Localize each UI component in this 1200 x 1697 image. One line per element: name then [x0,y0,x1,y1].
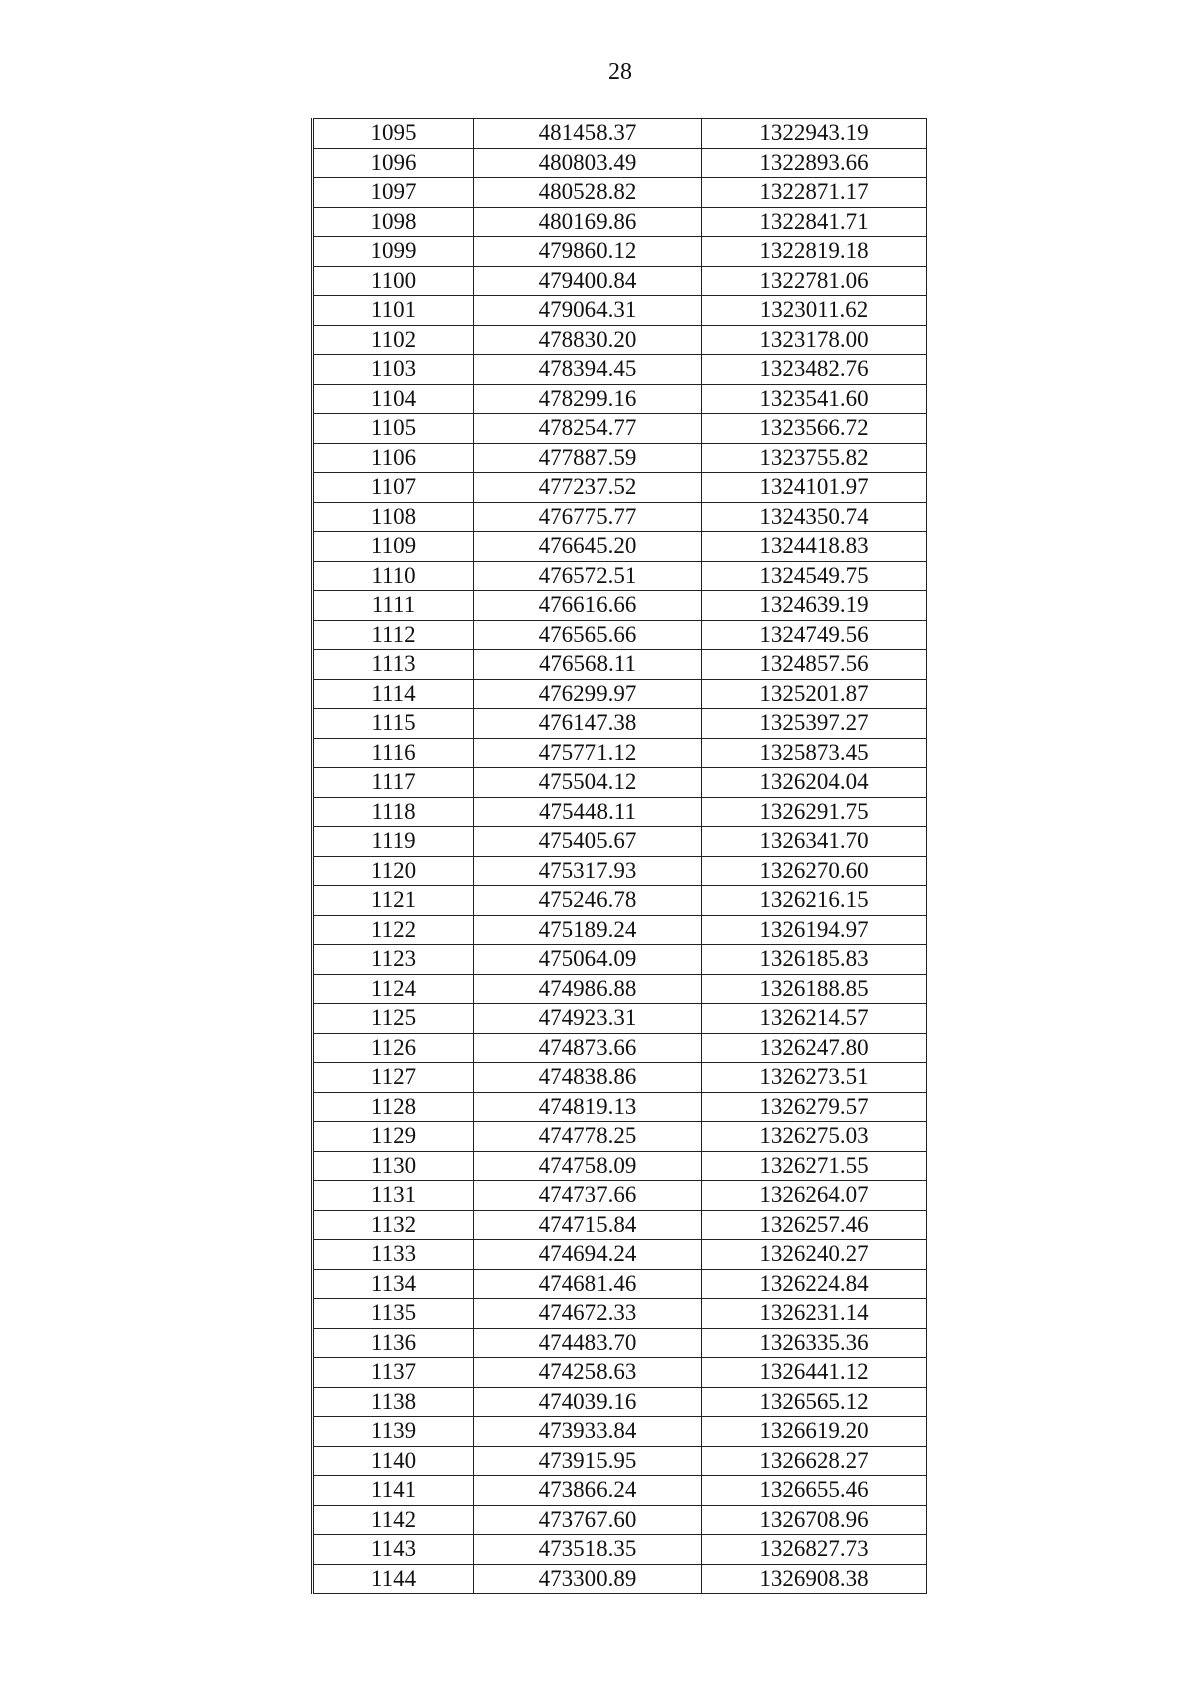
table-row [313,945,927,975]
y-coordinate-cell: 1326185.83 [702,945,927,975]
point-number-cell: 1108 [313,502,474,532]
x-coordinate-cell: 476565.66 [474,620,702,650]
table-row [313,207,927,237]
table-row [313,1358,927,1388]
y-coordinate-cell: 1324549.75 [702,561,927,591]
x-coordinate-cell: 474923.31 [474,1004,702,1034]
x-coordinate-cell: 474778.25 [474,1122,702,1152]
point-number-cell: 1134 [313,1269,474,1299]
table-row [313,1151,927,1181]
y-coordinate-cell: 1323011.62 [702,296,927,326]
x-coordinate-cell: 475504.12 [474,768,702,798]
table-row [313,532,927,562]
y-coordinate-cell: 1325873.45 [702,738,927,768]
y-coordinate-cell: 1326335.36 [702,1328,927,1358]
point-number-cell: 1113 [313,650,474,680]
x-coordinate-cell: 474672.33 [474,1299,702,1329]
table-row [313,1535,927,1565]
table-row [313,1387,927,1417]
x-coordinate-cell: 476775.77 [474,502,702,532]
table-row [313,414,927,444]
point-number-cell: 1137 [313,1358,474,1388]
y-coordinate-cell: 1326341.70 [702,827,927,857]
x-coordinate-cell: 480169.86 [474,207,702,237]
y-coordinate-cell: 1326279.57 [702,1092,927,1122]
table-row [313,591,927,621]
point-number-cell: 1123 [313,945,474,975]
point-number-cell: 1124 [313,974,474,1004]
x-coordinate-cell: 474873.66 [474,1033,702,1063]
y-coordinate-cell: 1326291.75 [702,797,927,827]
y-coordinate-cell: 1326619.20 [702,1417,927,1447]
y-coordinate-cell: 1326240.27 [702,1240,927,1270]
y-coordinate-cell: 1326655.46 [702,1476,927,1506]
table-row [313,1033,927,1063]
y-coordinate-cell: 1323541.60 [702,384,927,414]
point-number-cell: 1126 [313,1033,474,1063]
point-number-cell: 1141 [313,1476,474,1506]
x-coordinate-cell: 475317.93 [474,856,702,886]
point-number-cell: 1095 [313,119,474,149]
y-coordinate-cell: 1325397.27 [702,709,927,739]
point-number-cell: 1100 [313,266,474,296]
point-number-cell: 1111 [313,591,474,621]
table-row [313,355,927,385]
x-coordinate-cell: 478394.45 [474,355,702,385]
point-number-cell: 1120 [313,856,474,886]
y-coordinate-cell: 1325201.87 [702,679,927,709]
point-number-cell: 1139 [313,1417,474,1447]
table-row [313,1476,927,1506]
x-coordinate-cell: 474986.88 [474,974,702,1004]
point-number-cell: 1128 [313,1092,474,1122]
x-coordinate-cell: 474819.13 [474,1092,702,1122]
x-coordinate-cell: 476299.97 [474,679,702,709]
y-coordinate-cell: 1323178.00 [702,325,927,355]
table-body [313,119,927,1594]
table-row [313,679,927,709]
x-coordinate-cell: 474681.46 [474,1269,702,1299]
y-coordinate-cell: 1326216.15 [702,886,927,916]
y-coordinate-cell: 1326188.85 [702,974,927,1004]
page-number: 28 [608,59,632,85]
point-number-cell: 1117 [313,768,474,798]
table-row [313,266,927,296]
point-number-cell: 1119 [313,827,474,857]
y-coordinate-cell: 1326214.57 [702,1004,927,1034]
point-number-cell: 1098 [313,207,474,237]
x-coordinate-cell: 474483.70 [474,1328,702,1358]
table-row [313,797,927,827]
x-coordinate-cell: 473518.35 [474,1535,702,1565]
point-number-cell: 1104 [313,384,474,414]
x-coordinate-cell: 473915.95 [474,1446,702,1476]
x-coordinate-cell: 475448.11 [474,797,702,827]
x-coordinate-cell: 479064.31 [474,296,702,326]
table-row [313,1299,927,1329]
table-row [313,768,927,798]
point-number-cell: 1115 [313,709,474,739]
y-coordinate-cell: 1323755.82 [702,443,927,473]
point-number-cell: 1102 [313,325,474,355]
point-number-cell: 1133 [313,1240,474,1270]
x-coordinate-cell: 477237.52 [474,473,702,503]
y-coordinate-cell: 1326257.46 [702,1210,927,1240]
coordinates-table [311,118,927,1594]
table-row [313,119,927,149]
x-coordinate-cell: 481458.37 [474,119,702,149]
point-number-cell: 1107 [313,473,474,503]
table-row [313,502,927,532]
table-row [313,325,927,355]
x-coordinate-cell: 479400.84 [474,266,702,296]
table-row [313,1004,927,1034]
x-coordinate-cell: 476616.66 [474,591,702,621]
table-row [313,178,927,208]
table-row [313,1505,927,1535]
table-row [313,237,927,267]
y-coordinate-cell: 1326565.12 [702,1387,927,1417]
y-coordinate-cell: 1322893.66 [702,148,927,178]
x-coordinate-cell: 476568.11 [474,650,702,680]
x-coordinate-cell: 474758.09 [474,1151,702,1181]
table-row [313,709,927,739]
y-coordinate-cell: 1322781.06 [702,266,927,296]
x-coordinate-cell: 478254.77 [474,414,702,444]
table-row [313,1092,927,1122]
table-row [313,620,927,650]
x-coordinate-cell: 477887.59 [474,443,702,473]
y-coordinate-cell: 1326628.27 [702,1446,927,1476]
y-coordinate-cell: 1324639.19 [702,591,927,621]
point-number-cell: 1125 [313,1004,474,1034]
x-coordinate-cell: 473767.60 [474,1505,702,1535]
y-coordinate-cell: 1323482.76 [702,355,927,385]
y-coordinate-cell: 1324749.56 [702,620,927,650]
point-number-cell: 1136 [313,1328,474,1358]
y-coordinate-cell: 1324101.97 [702,473,927,503]
point-number-cell: 1116 [313,738,474,768]
table-row [313,650,927,680]
table-row [313,1240,927,1270]
point-number-cell: 1122 [313,915,474,945]
table-row [313,473,927,503]
table-row [313,1063,927,1093]
table-row [313,1328,927,1358]
y-coordinate-cell: 1322819.18 [702,237,927,267]
point-number-cell: 1127 [313,1063,474,1093]
x-coordinate-cell: 475189.24 [474,915,702,945]
y-coordinate-cell: 1326247.80 [702,1033,927,1063]
y-coordinate-cell: 1326275.03 [702,1122,927,1152]
table-row [313,1269,927,1299]
point-number-cell: 1130 [313,1151,474,1181]
point-number-cell: 1135 [313,1299,474,1329]
y-coordinate-cell: 1326224.84 [702,1269,927,1299]
point-number-cell: 1144 [313,1564,474,1594]
point-number-cell: 1103 [313,355,474,385]
table-row [313,1417,927,1447]
point-number-cell: 1131 [313,1181,474,1211]
x-coordinate-cell: 474838.86 [474,1063,702,1093]
x-coordinate-cell: 480803.49 [474,148,702,178]
x-coordinate-cell: 473933.84 [474,1417,702,1447]
y-coordinate-cell: 1324857.56 [702,650,927,680]
table-row [313,856,927,886]
x-coordinate-cell: 474694.24 [474,1240,702,1270]
point-number-cell: 1121 [313,886,474,916]
x-coordinate-cell: 476572.51 [474,561,702,591]
y-coordinate-cell: 1326273.51 [702,1063,927,1093]
point-number-cell: 1140 [313,1446,474,1476]
y-coordinate-cell: 1326231.14 [702,1299,927,1329]
y-coordinate-cell: 1326204.04 [702,768,927,798]
point-number-cell: 1143 [313,1535,474,1565]
x-coordinate-cell: 473300.89 [474,1564,702,1594]
table-row [313,827,927,857]
x-coordinate-cell: 474715.84 [474,1210,702,1240]
y-coordinate-cell: 1326708.96 [702,1505,927,1535]
point-number-cell: 1138 [313,1387,474,1417]
table-row [313,1446,927,1476]
y-coordinate-cell: 1326270.60 [702,856,927,886]
y-coordinate-cell: 1324350.74 [702,502,927,532]
table-row [313,148,927,178]
point-number-cell: 1114 [313,679,474,709]
point-number-cell: 1105 [313,414,474,444]
x-coordinate-cell: 473866.24 [474,1476,702,1506]
table-row [313,296,927,326]
x-coordinate-cell: 475405.67 [474,827,702,857]
x-coordinate-cell: 478830.20 [474,325,702,355]
point-number-cell: 1099 [313,237,474,267]
y-coordinate-cell: 1326271.55 [702,1151,927,1181]
y-coordinate-cell: 1326194.97 [702,915,927,945]
table-row [313,1181,927,1211]
table-row [313,384,927,414]
table-row [313,1122,927,1152]
x-coordinate-cell: 475246.78 [474,886,702,916]
table-row [313,1564,927,1594]
y-coordinate-cell: 1324418.83 [702,532,927,562]
x-coordinate-cell: 480528.82 [474,178,702,208]
y-coordinate-cell: 1326908.38 [702,1564,927,1594]
y-coordinate-cell: 1323566.72 [702,414,927,444]
x-coordinate-cell: 479860.12 [474,237,702,267]
point-number-cell: 1096 [313,148,474,178]
y-coordinate-cell: 1326441.12 [702,1358,927,1388]
table-row [313,738,927,768]
table-row [313,915,927,945]
point-number-cell: 1110 [313,561,474,591]
y-coordinate-cell: 1326264.07 [702,1181,927,1211]
x-coordinate-cell: 475064.09 [474,945,702,975]
point-number-cell: 1129 [313,1122,474,1152]
point-number-cell: 1106 [313,443,474,473]
x-coordinate-cell: 474258.63 [474,1358,702,1388]
x-coordinate-cell: 474737.66 [474,1181,702,1211]
point-number-cell: 1132 [313,1210,474,1240]
y-coordinate-cell: 1322943.19 [702,119,927,149]
table-row [313,1210,927,1240]
table-row [313,974,927,1004]
x-coordinate-cell: 475771.12 [474,738,702,768]
y-coordinate-cell: 1322871.17 [702,178,927,208]
x-coordinate-cell: 478299.16 [474,384,702,414]
point-number-cell: 1101 [313,296,474,326]
y-coordinate-cell: 1322841.71 [702,207,927,237]
x-coordinate-cell: 474039.16 [474,1387,702,1417]
point-number-cell: 1118 [313,797,474,827]
point-number-cell: 1112 [313,620,474,650]
point-number-cell: 1109 [313,532,474,562]
y-coordinate-cell: 1326827.73 [702,1535,927,1565]
point-number-cell: 1097 [313,178,474,208]
table-row [313,443,927,473]
table-row [313,561,927,591]
x-coordinate-cell: 476147.38 [474,709,702,739]
table-row [313,886,927,916]
point-number-cell: 1142 [313,1505,474,1535]
x-coordinate-cell: 476645.20 [474,532,702,562]
